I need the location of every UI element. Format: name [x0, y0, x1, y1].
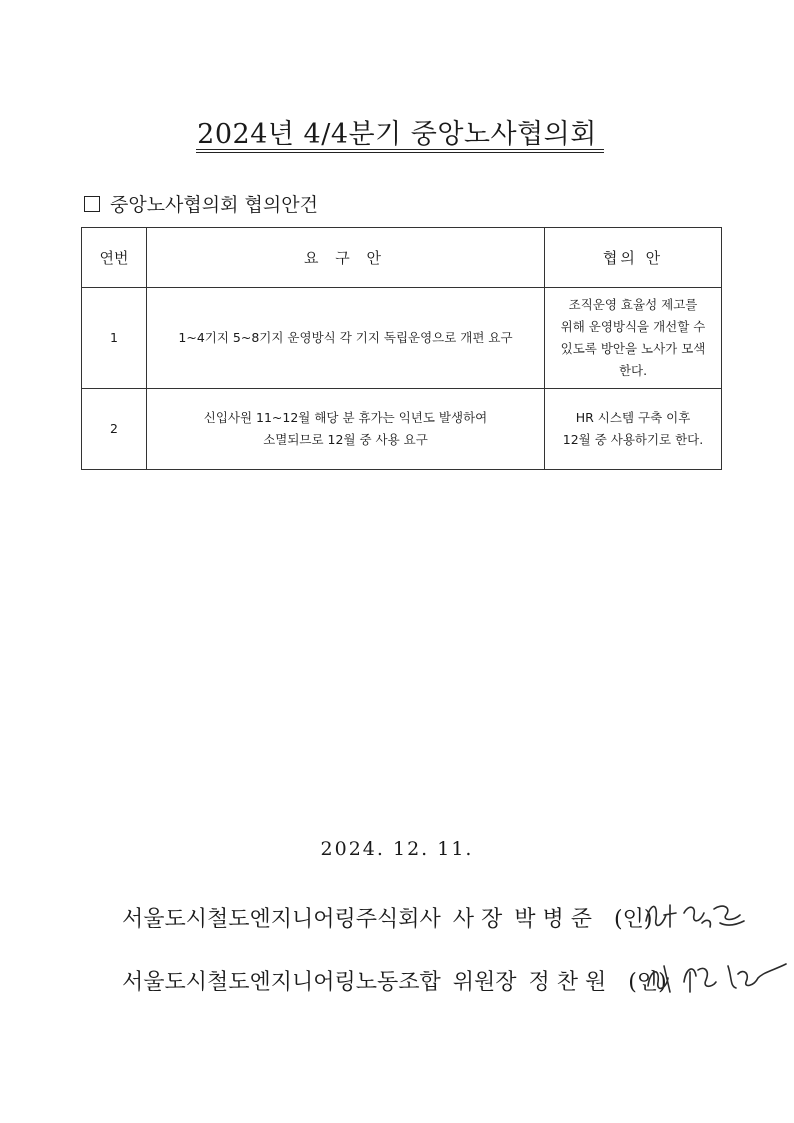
row-number: 1 [82, 288, 147, 389]
agreement-line: 한다. [618, 363, 648, 378]
header-request: 요 구 안 [147, 228, 545, 288]
agreement-line: 있도록 방안을 노사가 모색 [560, 341, 706, 356]
agenda-table [81, 227, 722, 470]
title-underline [196, 152, 604, 153]
table-row [82, 389, 722, 470]
row-agreement [545, 389, 722, 470]
document-date: 2024. 12. 11. [320, 838, 474, 860]
title-underline [196, 149, 604, 150]
header-number: 연번 [82, 228, 147, 288]
signatory-org: 서울도시철도엔지니어링노동조합 [122, 970, 441, 995]
row-number: 2 [82, 389, 147, 470]
signatory-role: 사 장 [452, 907, 503, 932]
section-heading [84, 190, 318, 217]
signatory-name: 박 병 준 [514, 907, 593, 932]
page-title: 2024년 4/4분기 중앙노사협의회 [197, 119, 597, 150]
handwritten-signature-ceo [640, 893, 750, 938]
request-line: 소멸되므로 12월 중 사용 요구 [263, 432, 428, 447]
row-agreement [545, 288, 722, 389]
checkbox-icon [84, 196, 100, 212]
table-row [82, 288, 722, 389]
agreement-line: 조직운영 효율성 제고를 [568, 297, 698, 312]
row-request: 1~4기지 5~8기지 운영방식 각 기지 독립운영으로 개편 요구 [147, 288, 545, 389]
agreement-line: 12월 중 사용하기로 한다. [562, 432, 704, 447]
section-heading-text: 중앙노사협의회 협의안건 [110, 194, 318, 216]
signatory-role: 위원장 [452, 970, 517, 995]
header-agreement: 협의 안 [545, 228, 722, 288]
agreement-line: 위해 운영방식을 개선할 수 [560, 319, 706, 334]
signature-line-company [122, 902, 652, 933]
row-request [147, 389, 545, 470]
agreement-line: HR 시스템 구축 이후 [575, 410, 691, 425]
handwritten-signature-union-chair [640, 952, 790, 1002]
table-header-row [82, 228, 722, 288]
signatory-name: 정 찬 원 [528, 970, 607, 995]
seal-mark: (인) [614, 907, 653, 932]
signatory-org: 서울도시철도엔지니어링주식회사 [122, 907, 441, 932]
signature-line-union [122, 965, 667, 996]
request-line: 신입사원 11~12월 해당 분 휴가는 익년도 발생하여 [203, 410, 488, 425]
seal-mark: (인) [628, 970, 667, 995]
